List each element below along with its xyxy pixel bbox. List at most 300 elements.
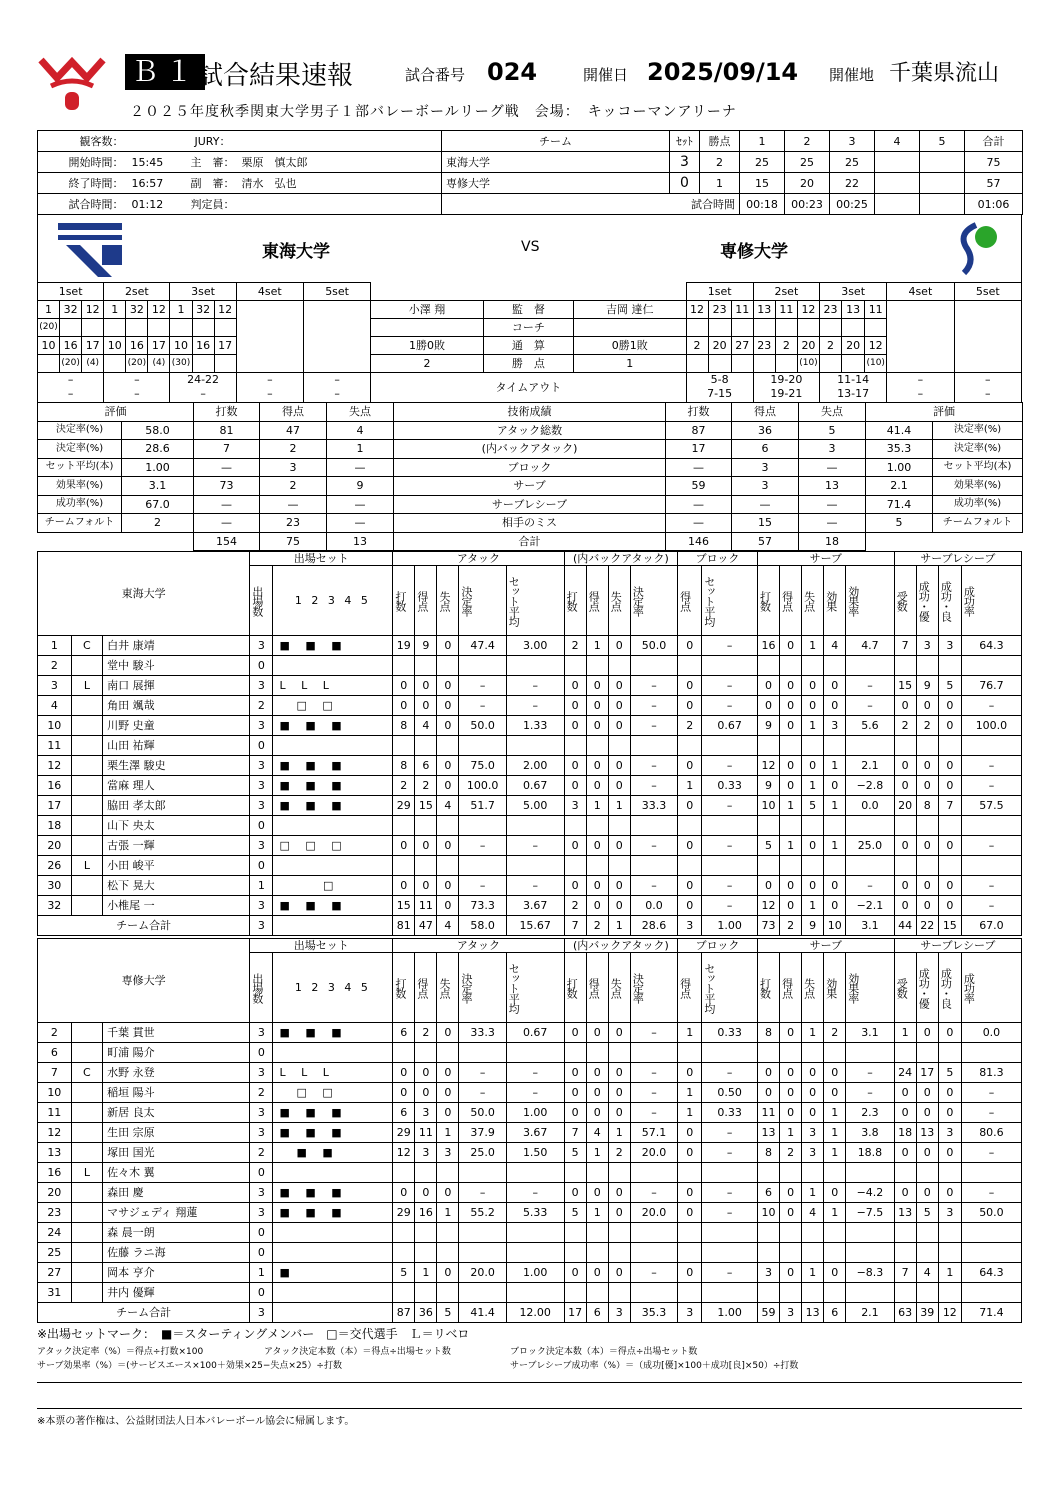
- match-no: 024: [487, 58, 538, 86]
- player-cell: [894, 856, 916, 876]
- player-cell: 64.3: [961, 636, 1021, 656]
- player-cell: 0: [608, 1083, 630, 1103]
- player-cell: L L L: [273, 1063, 393, 1083]
- player-cell: 33.3: [630, 796, 677, 816]
- player-cell: 3: [38, 676, 72, 696]
- player-cell: 0: [586, 1083, 608, 1103]
- ref1-label: 主 審：: [188, 152, 238, 173]
- player-cell: 0: [250, 1223, 273, 1243]
- player-cell: 1: [38, 636, 72, 656]
- h-receives: 受数: [894, 566, 916, 636]
- team-total-cell: 41.4: [459, 1303, 506, 1323]
- player-cell: 0: [780, 756, 802, 776]
- player-cell: □: [273, 876, 393, 896]
- timeout: –: [200, 387, 206, 401]
- team-total-row: [38, 1303, 1022, 1323]
- h-points: 得点: [586, 566, 608, 636]
- h-receives: 受数: [894, 953, 916, 1023]
- player-cell: 1: [824, 756, 846, 776]
- player-row: [38, 1123, 1022, 1143]
- total-attempts-away: 146: [666, 532, 732, 551]
- player-row: [38, 756, 1022, 776]
- player-row: [38, 636, 1022, 656]
- player-cell: 0: [250, 736, 273, 756]
- player-cell: [273, 656, 393, 676]
- player-cell: □ □ □: [273, 836, 393, 856]
- player-cell: –: [630, 836, 677, 856]
- player-cell: –: [702, 1203, 758, 1223]
- player-cell: –: [630, 1023, 677, 1043]
- divider: [37, 1408, 1022, 1409]
- h-points: 得点: [586, 953, 608, 1023]
- player-cell: [586, 1223, 608, 1243]
- player-cell: 0: [564, 776, 586, 796]
- rot-cell: 20: [842, 337, 865, 355]
- player-cell: [459, 1043, 506, 1063]
- player-cell: 0: [916, 776, 938, 796]
- player-cell: 1: [586, 1143, 608, 1163]
- player-cell: 1: [586, 636, 608, 656]
- player-cell: 堂中 駿斗: [103, 656, 250, 676]
- player-cell: –: [459, 1063, 506, 1083]
- player-cell: [71, 796, 103, 816]
- player-cell: 脇田 孝太郎: [103, 796, 250, 816]
- team-total-label: チーム合計: [38, 1303, 250, 1323]
- player-cell: [916, 1283, 938, 1303]
- player-cell: 1: [824, 796, 846, 816]
- player-cell: [71, 1203, 103, 1223]
- player-cell: [415, 1243, 437, 1263]
- player-cell: 6: [757, 1183, 779, 1203]
- end-time: 16:57: [128, 173, 188, 194]
- rot-cell: (20): [60, 355, 82, 373]
- player-cell: [824, 656, 846, 676]
- player-cell: [608, 656, 630, 676]
- stat-label-home: 決定率(%): [38, 440, 122, 459]
- h-played: 出場数: [250, 566, 273, 636]
- a-set2: 2set: [753, 283, 819, 301]
- player-cell: [630, 1043, 677, 1063]
- player-cell: L: [71, 676, 103, 696]
- player-cell: 0: [824, 876, 846, 896]
- player-cell: 0: [250, 1243, 273, 1263]
- player-cell: [757, 1243, 779, 1263]
- player-cell: 0: [938, 1103, 961, 1123]
- player-cell: 5: [564, 1143, 586, 1163]
- player-row: [38, 1043, 1022, 1063]
- player-cell: 0: [608, 776, 630, 796]
- player-cell: 3: [250, 636, 273, 656]
- player-row: [38, 1163, 1022, 1183]
- player-cell: 25: [38, 1243, 72, 1263]
- player-row: [38, 876, 1022, 896]
- player-cell: [71, 876, 103, 896]
- player-cell: 0: [802, 876, 824, 896]
- player-cell: 0: [586, 716, 608, 736]
- player-cell: −2.1: [846, 896, 894, 916]
- player-cell: [757, 1163, 779, 1183]
- player-cell: −7.5: [846, 1203, 894, 1223]
- errors-home: 4: [327, 421, 394, 440]
- player-cell: [824, 1043, 846, 1063]
- player-cell: 17: [916, 1063, 938, 1083]
- player-cell: 0: [780, 716, 802, 736]
- errors-home: —: [327, 458, 394, 477]
- t2-sets: 0: [670, 173, 700, 194]
- score-h-team: チーム: [442, 131, 670, 152]
- rot-cell: 32: [60, 301, 82, 319]
- player-cell: [506, 1043, 564, 1063]
- player-cell: –: [459, 676, 506, 696]
- subtitle: ２０２５年度秋季関東大学男子１部バレーボールリーグ戦 会場： キッコーマンアリーナ: [130, 104, 737, 120]
- player-cell: [938, 856, 961, 876]
- points-away: —: [732, 495, 799, 514]
- score-h-s4: 4: [875, 131, 920, 152]
- player-cell: –: [702, 1143, 758, 1163]
- errors-home: —: [327, 495, 394, 514]
- player-cell: 7: [894, 1263, 916, 1283]
- player-cell: 0: [802, 696, 824, 716]
- player-cell: 0: [250, 1283, 273, 1303]
- player-cell: [273, 736, 393, 756]
- player-cell: 3: [802, 1123, 824, 1143]
- a-set1: 1set: [686, 283, 753, 301]
- player-cell: [961, 1163, 1021, 1183]
- t2-s1: 15: [740, 173, 785, 194]
- player-cell: [802, 1223, 824, 1243]
- player-cell: [961, 736, 1021, 756]
- player-cell: 3.67: [506, 896, 564, 916]
- player-cell: [802, 1283, 824, 1303]
- h-avg: セット平均: [506, 953, 564, 1023]
- team-total-cell: 2: [780, 916, 802, 936]
- player-cell: 20: [38, 836, 72, 856]
- player-cell: 0: [780, 1063, 802, 1083]
- player-cell: [608, 1243, 630, 1263]
- player-cell: 11: [415, 896, 437, 916]
- player-cell: ■ ■ ■: [273, 1023, 393, 1043]
- player-cell: [938, 736, 961, 756]
- player-cell: [506, 1283, 564, 1303]
- player-cell: 0: [938, 756, 961, 776]
- player-cell: [702, 1043, 758, 1063]
- player-cell: 19: [393, 636, 415, 656]
- player-cell: [678, 856, 702, 876]
- team-total-cell: 7: [564, 916, 586, 936]
- player-cell: [846, 656, 894, 676]
- player-cell: 0: [780, 1263, 802, 1283]
- attempts-home: —: [194, 495, 260, 514]
- total-errors-home: 13: [327, 532, 394, 551]
- player-cell: 3: [250, 1063, 273, 1083]
- player-cell: [459, 1163, 506, 1183]
- rot-cell: 2: [686, 337, 708, 355]
- errors-away: —: [799, 495, 866, 514]
- player-cell: [780, 1043, 802, 1063]
- team-total-cell: 1.00: [702, 1303, 758, 1323]
- player-cell: –: [630, 1263, 677, 1283]
- player-cell: 1: [802, 636, 824, 656]
- player-cell: 小田 峻平: [103, 856, 250, 876]
- team-total-cell: 1: [608, 916, 630, 936]
- player-cell: 1: [802, 776, 824, 796]
- player-cell: 1: [586, 1203, 608, 1223]
- stat-value-home: 1.00: [122, 458, 194, 477]
- player-cell: [71, 716, 103, 736]
- player-cell: 5: [916, 1203, 938, 1223]
- player-cell: –: [702, 1123, 758, 1143]
- player-cell: [437, 736, 459, 756]
- h-success-rate: 成功率: [961, 566, 1021, 636]
- player-cell: –: [702, 636, 758, 656]
- player-cell: [506, 1243, 564, 1263]
- player-row: [38, 1203, 1022, 1223]
- player-cell: 73.3: [459, 896, 506, 916]
- stat-value-home: 28.6: [122, 440, 194, 459]
- player-cell: [938, 816, 961, 836]
- player-cell: 3: [938, 636, 961, 656]
- player-cell: 0: [564, 696, 586, 716]
- player-cell: –: [702, 876, 758, 896]
- player-cell: 2: [780, 1143, 802, 1163]
- h-errors: 失点: [608, 566, 630, 636]
- player-cell: –: [702, 1063, 758, 1083]
- player-cell: –: [506, 836, 564, 856]
- player-cell: 岡本 亨介: [103, 1263, 250, 1283]
- h-effect: 効果: [824, 566, 846, 636]
- player-cell: 0: [678, 1063, 702, 1083]
- player-cell: 29: [393, 1203, 415, 1223]
- team-total-cell: 81: [393, 916, 415, 936]
- player-cell: 0: [608, 676, 630, 696]
- a-set4: 4set: [887, 283, 954, 301]
- rot-cell: 10: [38, 337, 60, 355]
- player-cell: [273, 1223, 393, 1243]
- player-row: [38, 1143, 1022, 1163]
- team-total-cell: 3: [678, 1303, 702, 1323]
- player-cell: 2.00: [506, 756, 564, 776]
- player-cell: [71, 656, 103, 676]
- player-cell: 0: [802, 1063, 824, 1083]
- player-cell: [71, 696, 103, 716]
- player-cell: 5: [938, 1063, 961, 1083]
- player-cell: 5.33: [506, 1203, 564, 1223]
- player-cell: 3: [437, 1143, 459, 1163]
- h-serve: サーブ: [757, 552, 894, 566]
- player-cell: –: [961, 1143, 1021, 1163]
- player-cell: [702, 1243, 758, 1263]
- player-cell: 南口 展揮: [103, 676, 250, 696]
- player-row: [38, 1243, 1022, 1263]
- player-cell: 0.33: [702, 776, 758, 796]
- h-attempts: 打数: [564, 953, 586, 1023]
- total-points-away: 57: [732, 532, 799, 551]
- timeout: 5-8: [710, 373, 729, 386]
- errors-home: 1: [327, 440, 394, 459]
- errors-home: —: [327, 514, 394, 533]
- player-cell: [459, 1283, 506, 1303]
- player-cell: 0: [437, 1183, 459, 1203]
- timeout: –: [67, 373, 74, 386]
- player-cell: [894, 1163, 916, 1183]
- player-cell: 0: [916, 836, 938, 856]
- record-label: 通 算: [483, 337, 573, 355]
- player-cell: [702, 736, 758, 756]
- set1-time: 00:18: [740, 194, 785, 215]
- player-cell: 1: [437, 1123, 459, 1143]
- player-cell: 12: [393, 1143, 415, 1163]
- player-cell: 2: [393, 776, 415, 796]
- player-cell: 0: [678, 1203, 702, 1223]
- player-cell: 0: [802, 836, 824, 856]
- player-cell: [608, 1043, 630, 1063]
- player-cell: [586, 816, 608, 836]
- player-cell: [961, 1043, 1021, 1063]
- rot-cell: (20): [38, 319, 60, 337]
- player-cell: 2: [894, 716, 916, 736]
- player-cell: 18.8: [846, 1143, 894, 1163]
- player-cell: 0: [415, 1183, 437, 1203]
- player-cell: 0: [678, 796, 702, 816]
- stat-name: サーブ: [394, 477, 666, 496]
- player-cell: 0: [608, 1103, 630, 1123]
- player-cell: [564, 656, 586, 676]
- player-cell: C: [71, 636, 103, 656]
- player-cell: [608, 856, 630, 876]
- player-cell: [273, 856, 393, 876]
- player-cell: 0: [608, 836, 630, 856]
- player-cell: 16: [415, 1203, 437, 1223]
- player-cell: 0: [894, 1083, 916, 1103]
- player-cell: 0: [564, 716, 586, 736]
- player-cell: 1: [824, 836, 846, 856]
- player-cell: −4.2: [846, 1183, 894, 1203]
- timeout: 11-14: [837, 373, 870, 386]
- stats-row: [38, 440, 1023, 459]
- player-cell: 0: [802, 756, 824, 776]
- player-cell: –: [630, 1103, 677, 1123]
- rot-cell: 1: [104, 301, 126, 319]
- assistant-coach-label: コーチ: [483, 319, 573, 337]
- timeout: –: [917, 387, 924, 401]
- player-cell: [916, 856, 938, 876]
- h-points: 得点: [678, 953, 702, 1023]
- player-cell: [824, 816, 846, 836]
- player-cell: 20.0: [459, 1263, 506, 1283]
- player-cell: [459, 656, 506, 676]
- player-cell: [415, 856, 437, 876]
- stats-h-tech: 技術成績: [394, 403, 666, 422]
- stat-value-away: 71.4: [866, 495, 933, 514]
- team-total-cell: 59: [757, 1303, 779, 1323]
- player-cell: [506, 736, 564, 756]
- match-summary-table: [37, 130, 1023, 215]
- player-cell: 0: [894, 776, 916, 796]
- player-row: [38, 796, 1022, 816]
- player-cell: 25.0: [846, 836, 894, 856]
- rot-cell: (10): [797, 355, 819, 373]
- attempts-away: 59: [666, 477, 732, 496]
- player-cell: –: [961, 1103, 1021, 1123]
- player-cell: 井内 優輝: [103, 1283, 250, 1303]
- player-cell: 1: [802, 1183, 824, 1203]
- player-cell: [459, 1223, 506, 1243]
- stat-value-away: 41.4: [866, 421, 933, 440]
- player-cell: 1: [938, 1263, 961, 1283]
- away-league-points: 1: [574, 355, 686, 373]
- player-cell: [802, 736, 824, 756]
- player-cell: 0: [780, 896, 802, 916]
- player-cell: 當麻 理人: [103, 776, 250, 796]
- stat-label-home: 決定率(%): [38, 421, 122, 440]
- player-cell: 0: [824, 676, 846, 696]
- player-cell: 1.33: [506, 716, 564, 736]
- h-success-good: 成功・良: [938, 953, 961, 1023]
- timeout: –: [267, 373, 273, 386]
- player-cell: ■ ■ ■: [273, 796, 393, 816]
- player-cell: 0.0: [961, 1023, 1021, 1043]
- player-cell: [894, 656, 916, 676]
- player-cell: 1: [437, 1203, 459, 1223]
- rot-cell: 2: [775, 337, 797, 355]
- player-cell: 0: [894, 1103, 916, 1123]
- rot-cell: (30): [170, 355, 192, 373]
- errors-away: 5: [799, 421, 866, 440]
- rot-cell: 16: [126, 337, 148, 355]
- player-cell: [846, 1223, 894, 1243]
- stat-value-away: 2.1: [866, 477, 933, 496]
- player-cell: [938, 1223, 961, 1243]
- player-cell: 13: [757, 1123, 779, 1143]
- player-cell: [564, 856, 586, 876]
- player-cell: 4.7: [846, 636, 894, 656]
- player-cell: 3: [250, 796, 273, 816]
- player-cell: 0: [938, 776, 961, 796]
- second-referee: 清水 弘也: [238, 173, 442, 194]
- player-cell: 0: [437, 1103, 459, 1123]
- h-errors: 失点: [802, 566, 824, 636]
- player-cell: [678, 1223, 702, 1243]
- stats-h-err: 失点: [327, 403, 394, 422]
- stat-name: サーブレシーブ: [394, 495, 666, 514]
- player-cell: [802, 1243, 824, 1263]
- player-cell: 100.0: [459, 776, 506, 796]
- player-cell: 18: [38, 816, 72, 836]
- h-points: 得点: [678, 566, 702, 636]
- h-block: ブロック: [678, 939, 758, 953]
- player-cell: ■ ■ ■: [273, 1123, 393, 1143]
- player-cell: 3: [250, 1103, 273, 1123]
- player-cell: [938, 1243, 961, 1263]
- player-cell: [780, 856, 802, 876]
- timeout: –: [67, 387, 74, 401]
- player-cell: 2: [824, 1023, 846, 1043]
- player-cell: [630, 816, 677, 836]
- player-cell: 1.00: [506, 1263, 564, 1283]
- player-cell: 0: [916, 1143, 938, 1163]
- player-cell: –: [459, 836, 506, 856]
- player-cell: 0: [586, 676, 608, 696]
- stat-value-home: 3.1: [122, 477, 194, 496]
- stats-h-att: 打数: [194, 403, 260, 422]
- player-cell: ■ ■ ■: [273, 636, 393, 656]
- player-cell: –: [702, 896, 758, 916]
- player-cell: 0: [586, 896, 608, 916]
- player-cell: 5: [564, 1203, 586, 1223]
- player-cell: [630, 1283, 677, 1303]
- player-cell: 0: [564, 756, 586, 776]
- player-cell: [564, 816, 586, 836]
